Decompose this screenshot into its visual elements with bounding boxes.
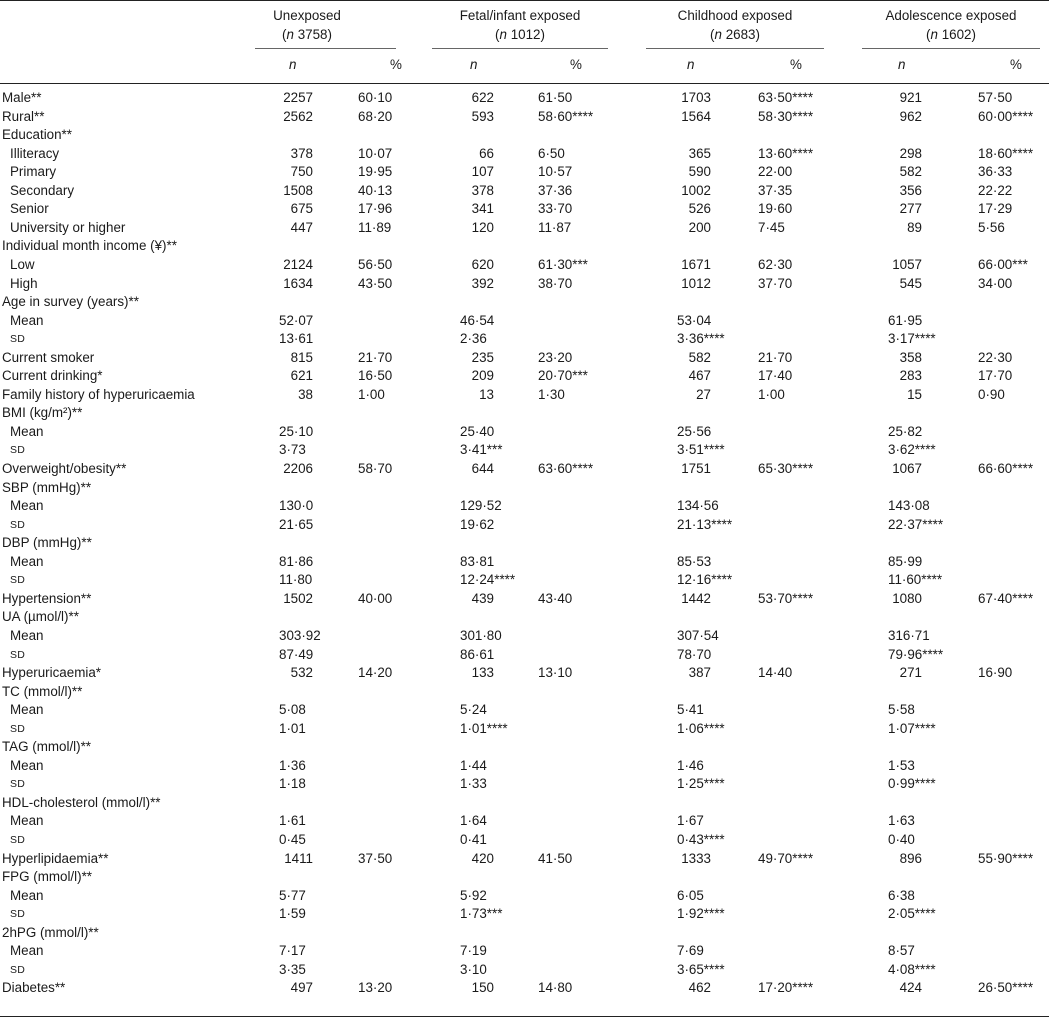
cell-n: 1·92**** — [677, 906, 725, 922]
cell-percent: 33·70 — [538, 201, 573, 217]
cell-n: 1751 — [681, 461, 711, 476]
row-label: DBP (mmHg)** — [2, 535, 92, 551]
cell-percent: 17·96 — [358, 201, 393, 217]
cell-n: 15 — [907, 386, 922, 402]
row-label: SD — [10, 722, 26, 735]
cell-n: 644 — [471, 461, 494, 476]
cell-n: 5·08 — [279, 702, 306, 718]
cell-n: 1·63 — [888, 813, 915, 829]
cell-n: 962 — [899, 108, 922, 124]
cell-n: 12·16**** — [677, 572, 733, 588]
cell-n: 1·33 — [460, 776, 487, 792]
group-size: (n 1602) — [926, 27, 976, 42]
cell-n: 3·41*** — [460, 442, 503, 458]
row-label: Male** — [2, 90, 42, 105]
row-label: UA (µmol/l)** — [2, 609, 79, 625]
cell-n: 89 — [907, 219, 922, 235]
cell-percent: 22·30 — [978, 349, 1013, 365]
row-label: SD — [10, 333, 26, 346]
cell-percent: 13·10 — [538, 665, 573, 681]
cell-percent: 21·70 — [758, 349, 793, 365]
cell-percent: 53·70**** — [758, 590, 814, 606]
cell-n: 341 — [471, 201, 494, 217]
row-label: SD — [10, 518, 26, 531]
row-label: Hyperuricaemia* — [2, 665, 101, 681]
cell-n: 13 — [479, 386, 494, 402]
cell-n: 1057 — [892, 256, 922, 272]
cell-n: 11·80 — [279, 572, 313, 588]
cell-n: 21·13**** — [677, 516, 733, 532]
cell-percent: 18·60**** — [978, 145, 1034, 161]
cell-n: 365 — [688, 145, 711, 161]
row-label: BMI (kg/m²)** — [2, 405, 83, 421]
cell-n: 1703 — [681, 90, 711, 105]
row-label: Individual month income (¥)** — [2, 238, 177, 254]
cell-percent: 13·60**** — [758, 145, 814, 161]
group-size: (n 1012) — [495, 27, 545, 42]
row-label: FPG (mmol/l)** — [2, 869, 93, 885]
cell-n: 12·24**** — [460, 572, 516, 588]
cell-percent: 40·00 — [358, 590, 393, 606]
cell-percent: 38·70 — [538, 275, 573, 291]
cell-n: 675 — [290, 201, 313, 217]
cell-n: 447 — [290, 219, 313, 235]
cell-percent: 7·45 — [758, 219, 785, 235]
cell-percent: 66·60**** — [978, 461, 1034, 476]
cell-n: 1564 — [681, 108, 711, 124]
cell-percent: 14·80 — [538, 980, 573, 996]
cell-n: 25·10 — [279, 423, 314, 439]
cell-n: 1·73*** — [460, 906, 503, 922]
cell-n: 283 — [899, 368, 922, 384]
cell-n: 1·44 — [460, 757, 487, 773]
group-underline — [432, 48, 608, 49]
n-column-header: n — [687, 57, 695, 72]
cell-percent: 10·07 — [358, 145, 393, 161]
cell-n: 1502 — [283, 590, 313, 606]
row-label: Family history of hyperuricaemia — [2, 386, 195, 402]
group-header — [646, 6, 824, 44]
header-bottom-rule — [0, 83, 1049, 84]
cell-n: 7·17 — [279, 943, 306, 959]
cell-percent: 1·00 — [758, 386, 785, 402]
cell-n: 301·80 — [460, 627, 502, 643]
cell-n: 303·92 — [279, 627, 321, 643]
cell-n: 439 — [471, 590, 494, 606]
cell-n: 79·96**** — [888, 646, 944, 662]
cell-n: 130·0 — [279, 498, 314, 514]
cell-percent: 36·33 — [978, 164, 1013, 180]
cell-n: 1·64 — [460, 813, 487, 829]
cell-n: 1·01 — [279, 720, 306, 736]
row-label: Hyperlipidaemia** — [2, 850, 109, 866]
row-label: Secondary — [10, 182, 75, 198]
cell-n: 2206 — [283, 461, 313, 476]
cell-n: 19·62 — [460, 516, 495, 532]
row-label: SD — [10, 648, 26, 661]
row-label: Current drinking* — [2, 368, 103, 384]
cell-n: 621 — [290, 368, 313, 384]
cell-n: 1·07**** — [888, 720, 936, 736]
cell-n: 5·58 — [888, 702, 915, 718]
cell-n: 532 — [290, 665, 313, 681]
row-label: Mean — [10, 312, 44, 328]
cell-percent: 43·50 — [358, 275, 393, 291]
cell-n: 1067 — [892, 461, 922, 476]
cell-percent: 37·36 — [538, 182, 573, 198]
cell-percent: 1·00 — [358, 386, 385, 402]
cell-n: 1·59 — [279, 906, 306, 922]
cell-n: 582 — [899, 164, 922, 180]
row-label: Primary — [10, 164, 57, 180]
cell-percent: 16·90 — [978, 665, 1013, 681]
cell-n: 1012 — [681, 275, 711, 291]
cell-n: 235 — [471, 349, 494, 365]
group-header — [218, 6, 396, 44]
cell-n: 133 — [471, 665, 494, 681]
cell-n: 1·46 — [677, 757, 704, 773]
cell-n: 271 — [899, 665, 922, 681]
row-label: Mean — [10, 757, 44, 773]
cell-n: 200 — [688, 219, 711, 235]
cell-n: 1333 — [681, 850, 711, 866]
cell-percent: 66·00*** — [978, 256, 1028, 272]
cell-n: 1·53 — [888, 757, 915, 773]
cell-n: 1·25**** — [677, 776, 725, 792]
cell-n: 1·67 — [677, 813, 704, 829]
cell-n: 83·81 — [460, 553, 495, 569]
row-label: Current smoker — [2, 349, 95, 365]
cell-n: 53·04 — [677, 312, 712, 328]
row-label: HDL-cholesterol (mmol/l)** — [2, 794, 161, 810]
group-label: Childhood exposed — [677, 8, 793, 23]
cell-n: 8·57 — [888, 943, 915, 959]
row-label: SD — [10, 834, 26, 846]
cell-n: 38 — [298, 386, 313, 402]
cell-n: 143·08 — [888, 498, 930, 514]
cell-percent: 60·10 — [358, 90, 393, 105]
cell-n: 424 — [899, 980, 922, 996]
group-size: (n 2683) — [710, 27, 760, 42]
cell-percent: 17·29 — [978, 201, 1013, 217]
cell-percent: 11·89 — [358, 219, 392, 235]
cell-n: 1·36 — [279, 757, 306, 773]
cell-n: 3·17**** — [888, 331, 936, 347]
row-label: SBP (mmHg)** — [2, 479, 92, 495]
row-label: Rural** — [2, 108, 45, 124]
cell-n: 387 — [688, 665, 711, 681]
cell-n: 582 — [688, 349, 711, 365]
cell-n: 356 — [899, 182, 922, 198]
cell-n: 5·41 — [677, 702, 704, 718]
cell-n: 22·37**** — [888, 516, 944, 532]
cell-n: 4·08**** — [888, 961, 936, 977]
cell-n: 497 — [290, 980, 313, 996]
row-label: Diabetes** — [2, 980, 66, 996]
cell-n: 13·61 — [279, 331, 314, 347]
cell-n: 1·01**** — [460, 720, 508, 736]
cell-percent: 41·50 — [538, 850, 573, 866]
cell-percent: 17·70 — [978, 368, 1013, 384]
row-label: 2hPG (mmol/l)** — [2, 924, 99, 940]
cell-percent: 58·70 — [358, 461, 393, 476]
cell-n: 2562 — [283, 108, 313, 124]
cell-n: 2257 — [283, 90, 313, 105]
cell-percent: 43·40 — [538, 590, 573, 606]
cell-n: 134·56 — [677, 498, 719, 514]
cell-n: 27 — [696, 386, 711, 402]
cell-n: 5·92 — [460, 887, 487, 903]
cell-percent: 62·30 — [758, 256, 793, 272]
cell-n: 81·86 — [279, 553, 314, 569]
cell-percent: 61·30*** — [538, 256, 588, 272]
cell-n: 3·51**** — [677, 442, 725, 458]
percent-column-header: % — [1010, 57, 1022, 72]
cell-percent: 17·20**** — [758, 980, 814, 996]
row-label: Mean — [10, 423, 44, 439]
row-label: Mean — [10, 813, 44, 829]
row-label: Mean — [10, 887, 44, 903]
cell-n: 5·24 — [460, 702, 487, 718]
cell-n: 0·43**** — [677, 832, 725, 847]
cell-percent: 17·40 — [758, 368, 793, 384]
cell-percent: 60·00**** — [978, 108, 1034, 124]
row-label: Mean — [10, 498, 44, 514]
row-label: TC (mmol/l)** — [2, 683, 83, 699]
cell-n: 5·77 — [279, 887, 306, 903]
cell-n: 129·52 — [460, 498, 502, 514]
cell-n: 3·73 — [279, 442, 306, 458]
cell-n: 0·40 — [888, 832, 915, 847]
cell-percent: 14·20 — [358, 665, 393, 681]
cell-percent: 26·50**** — [978, 980, 1034, 996]
cell-percent: 19·95 — [358, 164, 393, 180]
cell-percent: 0·90 — [978, 386, 1005, 402]
group-underline — [646, 48, 824, 49]
cell-percent: 49·70**** — [758, 850, 814, 866]
cell-n: 298 — [899, 145, 922, 161]
row-label: Mean — [10, 553, 44, 569]
cell-n: 1411 — [284, 850, 313, 866]
row-label: Illiteracy — [10, 145, 60, 161]
cell-n: 21·65 — [279, 516, 314, 532]
cell-n: 467 — [688, 368, 711, 384]
cell-n: 378 — [471, 182, 494, 198]
cell-n: 750 — [290, 164, 313, 180]
group-size: (n 3758) — [282, 27, 332, 42]
cell-n: 66 — [479, 145, 494, 161]
cell-percent: 58·60**** — [538, 108, 594, 124]
cell-percent: 61·50 — [538, 90, 573, 105]
cell-n: 1002 — [681, 182, 711, 198]
percent-column-header: % — [390, 57, 402, 72]
cell-percent: 1·30 — [538, 386, 565, 402]
group-underline — [255, 48, 396, 49]
cell-percent: 16·50 — [358, 368, 393, 384]
row-label: SD — [10, 574, 26, 587]
row-label: Low — [10, 256, 35, 272]
cell-n: 896 — [899, 850, 922, 866]
cell-n: 1·06**** — [677, 720, 725, 736]
cell-n: 2·36 — [460, 331, 487, 347]
row-label: Overweight/obesity** — [2, 461, 127, 476]
n-column-header: n — [898, 57, 906, 72]
cell-n: 593 — [471, 108, 494, 124]
cell-percent: 37·50 — [358, 850, 393, 866]
cell-n: 78·70 — [677, 646, 712, 662]
bottom-rule — [0, 1016, 1049, 1017]
cell-n: 1671 — [681, 256, 711, 272]
cell-n: 61·95 — [888, 312, 923, 328]
percent-column-header: % — [790, 57, 802, 72]
cell-n: 1·18 — [279, 776, 306, 792]
cell-percent: 57·50 — [978, 90, 1013, 105]
row-label: Age in survey (years)** — [2, 294, 139, 310]
cell-percent: 37·70 — [758, 275, 793, 291]
top-rule — [0, 0, 1049, 1]
cell-n: 526 — [688, 201, 711, 217]
row-label: Mean — [10, 943, 44, 959]
cell-percent: 19·60 — [758, 201, 793, 217]
percent-column-header: % — [570, 57, 582, 72]
cell-n: 622 — [471, 90, 494, 105]
cell-n: 3·35 — [279, 961, 306, 977]
cell-n: 25·40 — [460, 423, 495, 439]
cell-n: 7·69 — [677, 943, 704, 959]
cell-n: 307·54 — [677, 627, 719, 643]
cell-n: 1080 — [892, 590, 922, 606]
cell-n: 86·61 — [460, 646, 495, 662]
cell-percent: 58·30**** — [758, 108, 814, 124]
row-label: SD — [10, 444, 26, 457]
cell-percent: 55·90**** — [978, 850, 1034, 866]
row-label: University or higher — [10, 219, 126, 235]
cell-n: 25·82 — [888, 423, 923, 439]
cell-n: 25·56 — [677, 423, 712, 439]
cell-percent: 65·30**** — [758, 461, 814, 476]
cell-n: 1442 — [681, 590, 711, 606]
row-label: Mean — [10, 627, 44, 643]
cell-n: 87·49 — [279, 646, 314, 662]
cell-n: 545 — [899, 275, 922, 291]
cell-n: 316·71 — [888, 627, 930, 643]
cell-n: 378 — [290, 145, 313, 161]
cell-n: 1508 — [283, 182, 313, 198]
cell-n: 209 — [471, 368, 494, 384]
cell-n: 921 — [899, 90, 922, 105]
cell-percent: 10·57 — [538, 164, 573, 180]
cell-percent: 20·70*** — [538, 368, 588, 384]
row-label: SD — [10, 778, 26, 791]
cell-n: 52·07 — [279, 312, 314, 328]
cell-n: 462 — [688, 980, 711, 996]
row-label: SD — [10, 908, 26, 921]
cell-n: 1634 — [283, 275, 313, 291]
cell-n: 3·62**** — [888, 442, 936, 458]
cell-n: 6·05 — [677, 887, 704, 903]
cell-n: 392 — [471, 275, 494, 291]
cell-n: 11·60**** — [888, 572, 943, 588]
cell-n: 0·41 — [460, 832, 487, 847]
cell-n: 107 — [471, 164, 494, 180]
row-label: SD — [10, 963, 26, 976]
cell-percent: 37·35 — [758, 182, 793, 198]
cell-n: 120 — [471, 219, 494, 235]
cell-n: 3·10 — [460, 961, 487, 977]
cell-n: 420 — [471, 850, 494, 866]
cell-percent: 67·40**** — [978, 590, 1034, 606]
cell-percent: 11·87 — [538, 219, 572, 235]
cell-n: 2124 — [283, 256, 313, 272]
cell-percent: 14·40 — [758, 665, 793, 681]
cell-n: 277 — [899, 201, 922, 217]
cell-percent: 6·50 — [538, 145, 565, 161]
cell-n: 7·19 — [460, 943, 487, 959]
row-label: Education** — [2, 127, 72, 143]
cell-percent: 63·50**** — [758, 90, 814, 105]
cell-n: 2·05**** — [888, 906, 936, 922]
cell-n: 85·99 — [888, 553, 923, 569]
group-label: Fetal/infant exposed — [459, 8, 581, 23]
group-label: Adolescence exposed — [885, 8, 1017, 23]
cell-percent: 5·56 — [978, 219, 1005, 235]
cell-n: 3·65**** — [677, 961, 725, 977]
cell-n: 0·45 — [279, 832, 306, 847]
cell-n: 590 — [688, 164, 711, 180]
row-label: Mean — [10, 702, 44, 718]
n-column-header: n — [289, 57, 297, 72]
cell-percent: 56·50 — [358, 256, 393, 272]
cell-n: 1·61 — [279, 813, 306, 829]
cell-n: 85·53 — [677, 553, 712, 569]
row-label: TAG (mmol/l)** — [2, 739, 92, 755]
cell-n: 46·54 — [460, 312, 495, 328]
cell-n: 0·99**** — [888, 776, 936, 792]
cell-percent: 68·20 — [358, 108, 393, 124]
row-label: Hypertension** — [2, 590, 92, 606]
cell-n: 358 — [899, 349, 922, 365]
cell-n: 150 — [471, 980, 494, 996]
group-header — [432, 6, 608, 44]
group-underline — [862, 48, 1040, 49]
cell-percent: 23·20 — [538, 349, 573, 365]
cell-n: 6·38 — [888, 887, 915, 903]
cell-percent: 40·13 — [358, 182, 393, 198]
n-column-header: n — [470, 57, 478, 72]
row-label: Senior — [10, 201, 49, 217]
cell-percent: 63·60**** — [538, 461, 594, 476]
cell-n: 3·36**** — [677, 331, 725, 347]
cell-percent: 13·20 — [358, 980, 393, 996]
cell-percent: 34·00 — [978, 275, 1013, 291]
row-label: High — [10, 275, 38, 291]
cell-n: 620 — [471, 256, 494, 272]
group-header — [862, 6, 1040, 44]
cell-percent: 22·00 — [758, 164, 793, 180]
group-label: Unexposed — [273, 8, 341, 23]
cell-n: 815 — [290, 349, 313, 365]
cell-percent: 21·70 — [358, 349, 393, 365]
cell-percent: 22·22 — [978, 182, 1013, 198]
